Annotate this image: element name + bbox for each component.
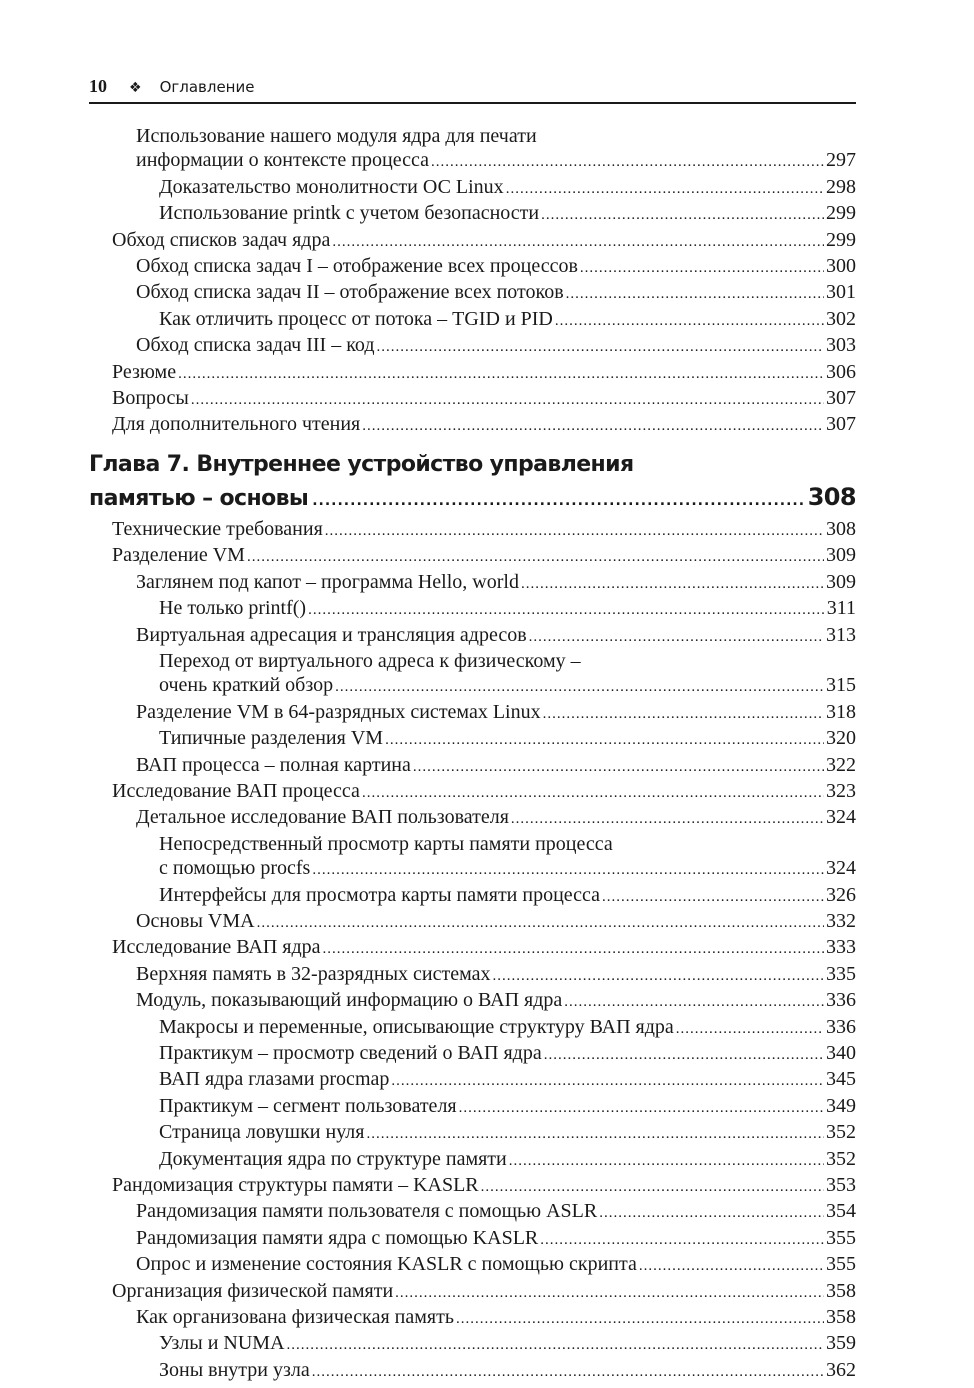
toc-entry[interactable]: [89, 1305, 856, 1331]
toc-entry[interactable]: [89, 962, 856, 988]
toc-entry[interactable]: [89, 570, 856, 596]
toc-page-number: 309: [826, 570, 856, 593]
toc-section-after: [89, 517, 856, 1384]
toc-page-number: 354: [826, 1200, 856, 1223]
dot-leader: [492, 964, 824, 988]
toc-entry-title: Макросы и переменные, описывающие структуру ВАП ядра: [159, 1015, 674, 1038]
toc-page-number: 324: [826, 806, 856, 829]
running-head-title: Оглавление: [159, 78, 255, 96]
dot-leader: [602, 885, 824, 909]
dot-leader: [287, 1333, 824, 1357]
toc-entry-title: Практикум – сегмент пользователя: [159, 1094, 457, 1117]
toc-entry[interactable]: [89, 779, 856, 805]
toc-entry-title: Как отличить процесс от потока – TGID и PID: [159, 307, 553, 330]
toc-entry-title: Рандомизация памяти пользователя с помощью ASLR: [136, 1200, 598, 1223]
toc-page-number: 303: [826, 334, 856, 357]
dot-leader: [362, 414, 824, 438]
dot-leader: [481, 1175, 824, 1199]
toc-entry[interactable]: [89, 280, 856, 306]
toc-page-number: 333: [826, 936, 856, 959]
toc-page-number: 323: [826, 779, 856, 802]
dot-leader: [564, 990, 824, 1014]
ornament-icon: ❖: [129, 80, 142, 96]
dot-leader: [367, 1122, 825, 1146]
toc-page-number: 298: [826, 175, 856, 198]
toc-entry[interactable]: [89, 228, 856, 254]
toc-entry-title: Рандомизация памяти ядра с помощью KASLR: [136, 1226, 539, 1249]
toc-page-number: 297: [826, 149, 856, 172]
dot-leader: [543, 702, 824, 726]
toc-entry[interactable]: [89, 700, 856, 726]
toc-entry-title: Модуль, показывающий информацию о ВАП ядра: [136, 989, 563, 1012]
toc-page-number: 352: [826, 1121, 856, 1144]
toc-page-number: 355: [826, 1253, 856, 1276]
toc-entry-title: очень краткий обзор: [159, 674, 334, 697]
toc-entry[interactable]: [89, 1279, 856, 1305]
dot-leader: [509, 1149, 824, 1173]
toc-entry[interactable]: [89, 360, 856, 386]
toc-page-number: 336: [826, 989, 856, 1012]
toc-entry[interactable]: [89, 1226, 856, 1252]
dot-leader: [566, 282, 824, 306]
toc-entry[interactable]: [89, 386, 856, 412]
chapter-heading-line2[interactable]: [89, 481, 856, 517]
toc-entry-title: Зоны внутри узла: [159, 1358, 310, 1381]
toc-entry[interactable]: [89, 1331, 856, 1357]
dot-leader: [323, 937, 824, 961]
chapter-title-line1: Глава 7. Внутреннее устройство управления: [89, 451, 634, 477]
toc-page-number: 340: [826, 1042, 856, 1064]
dot-leader: [191, 388, 824, 412]
toc-page-number: 311: [826, 597, 856, 620]
toc-page-number: 358: [826, 1306, 856, 1329]
toc-page-number: 301: [826, 281, 856, 304]
document-page: [89, 76, 856, 1384]
toc-section-before: [89, 124, 856, 439]
dot-leader: [540, 1228, 824, 1252]
toc-entry-title: Не только printf(): [159, 597, 307, 620]
dot-leader: [377, 335, 824, 359]
dot-leader: [521, 572, 824, 596]
toc-entry-title: Вопросы: [112, 387, 189, 410]
toc-page-number: 307: [826, 387, 856, 410]
toc-entry-title: Доказательство монолитности ОС Linux: [159, 175, 504, 198]
toc-entry[interactable]: [89, 673, 856, 699]
page-number: 10: [89, 76, 107, 96]
toc-page-number: 336: [826, 1015, 856, 1038]
dot-leader: [555, 309, 824, 333]
dot-leader: [544, 1043, 824, 1067]
toc-entry-title: Документация ядра по структуре памяти: [159, 1147, 507, 1170]
toc-entry[interactable]: [89, 805, 856, 831]
dot-leader: [247, 545, 824, 569]
toc-page-number: 355: [826, 1226, 856, 1249]
toc-page-number: 309: [826, 544, 856, 567]
toc-entry-title: Для дополнительного чтения: [112, 413, 361, 436]
toc-entry-title: Опрос и изменение состояния KASLR с помощью скрипта: [136, 1253, 637, 1276]
dot-leader: [385, 728, 824, 752]
toc-entry-title: Заглянем под капот – программа Hello, world: [136, 570, 519, 593]
toc-page-number: 358: [826, 1279, 856, 1302]
toc-entry[interactable]: [89, 1120, 856, 1146]
dot-leader: [599, 1201, 824, 1225]
dot-leader: [257, 911, 824, 935]
toc-page-number: 359: [826, 1332, 856, 1355]
toc-entry[interactable]: [89, 909, 856, 935]
chapter-heading[interactable]: [89, 449, 856, 481]
toc-entry-title: с помощью procfs: [159, 857, 311, 880]
toc-entry[interactable]: [89, 333, 856, 359]
dot-leader: [413, 755, 824, 779]
toc-entry-title: Страница ловушки нуля: [159, 1121, 365, 1144]
toc-page-number: 349: [826, 1094, 856, 1117]
toc-entry-title: Технические требования: [112, 517, 323, 540]
dot-leader: [395, 1281, 824, 1305]
toc-entry[interactable]: [89, 753, 856, 779]
toc-page-number: 307: [826, 413, 856, 436]
toc-entry-title: Основы VMA: [136, 909, 255, 932]
toc-page-number: 320: [826, 727, 856, 750]
toc-entry-line[interactable]: Переход от виртуального адреса к физическому –: [159, 649, 581, 672]
toc-entry-line[interactable]: Непосредственный просмотр карты памяти процесса: [159, 832, 613, 855]
toc-page-number: 353: [826, 1174, 856, 1197]
toc-page-number: 299: [826, 228, 856, 251]
toc-page-number: 308: [826, 517, 856, 540]
toc-page-number: 313: [826, 623, 856, 646]
toc-entry-title: Детальное исследование ВАП пользователя: [136, 806, 509, 829]
toc-entry[interactable]: [89, 883, 856, 909]
toc-entry-title: Типичные разделения VM: [159, 727, 384, 750]
dot-leader: [308, 598, 825, 622]
toc-entry[interactable]: [89, 1252, 856, 1278]
toc-entry-title: Резюме: [112, 360, 177, 383]
toc-entry[interactable]: [89, 1173, 856, 1199]
toc-page-number: 335: [826, 962, 856, 985]
toc-entry-title: Обход списков задач ядра: [112, 228, 331, 251]
dot-leader: [391, 1069, 824, 1093]
toc-entry-title: Исследование ВАП процесса: [112, 779, 360, 802]
toc-entry[interactable]: [89, 988, 856, 1014]
toc-entry-title: Организация физической памяти: [112, 1279, 394, 1302]
toc-page-number: 306: [826, 360, 856, 383]
toc-entry[interactable]: [89, 1067, 856, 1093]
toc-entry-title: Узлы и NUMA: [159, 1332, 285, 1355]
dot-leader: [506, 177, 824, 201]
dot-leader: [335, 675, 824, 699]
toc-entry[interactable]: [89, 1041, 856, 1067]
dot-leader: [431, 150, 824, 174]
dot-leader: [456, 1307, 824, 1331]
toc-entry-title: Виртуальная адресация и трансляция адресов: [136, 623, 527, 646]
toc-entry-title: Практикум – просмотр сведений о ВАП ядра: [159, 1042, 542, 1064]
toc-entry[interactable]: [89, 307, 856, 333]
toc-entry-title: Верхняя память в 32-разрядных системах: [136, 962, 491, 985]
toc-page-number: 302: [826, 307, 856, 330]
toc-entry[interactable]: [89, 1015, 856, 1041]
dot-leader: [639, 1254, 824, 1278]
toc-page-number: 362: [826, 1358, 856, 1381]
toc-entry-title: Исследование ВАП ядра: [112, 936, 321, 959]
toc-page-number: 352: [826, 1147, 856, 1170]
toc-entry[interactable]: [89, 201, 856, 227]
toc-entry[interactable]: [89, 726, 856, 752]
toc-page-number: 300: [826, 255, 856, 278]
toc-entry-title: Обход списка задач II – отображение всех потоков: [136, 281, 564, 304]
dot-leader: [332, 230, 824, 254]
dot-leader: [178, 362, 824, 386]
chapter-page-number: 308: [807, 482, 856, 511]
dot-leader: [362, 781, 824, 805]
toc-entry-title: Разделение VM в 64-разрядных системах Linux: [136, 700, 541, 723]
toc-entry-title: ВАП ядра глазами procmap: [159, 1068, 390, 1091]
toc-entry[interactable]: [89, 623, 856, 649]
toc-entry-title: информации о контексте процесса: [136, 149, 429, 172]
toc-entry[interactable]: [89, 175, 856, 201]
toc-page-number: 324: [826, 857, 856, 880]
toc-entry[interactable]: [89, 856, 856, 882]
toc-page-number: 322: [826, 753, 856, 776]
toc-entry-line[interactable]: Использование нашего модуля ядра для печати: [136, 125, 537, 147]
toc-entry[interactable]: [89, 148, 856, 174]
dot-leader: [529, 625, 824, 649]
dot-leader: [511, 807, 824, 831]
toc-entry[interactable]: [89, 1358, 856, 1384]
dot-leader: [312, 1360, 824, 1384]
dot-leader: [459, 1096, 824, 1120]
toc-page-number: 318: [826, 700, 856, 723]
dot-leader: [580, 256, 824, 280]
toc-entry[interactable]: [89, 517, 856, 543]
toc-entry-title: Как организована физическая память: [136, 1306, 454, 1329]
table-of-contents: [89, 124, 856, 1384]
dot-leader: [312, 485, 803, 517]
toc-page-number: 345: [826, 1068, 856, 1091]
toc-entry-title: Обход списка задач I – отображение всех процессов: [136, 255, 578, 278]
toc-entry[interactable]: [89, 254, 856, 280]
dot-leader: [312, 858, 824, 882]
toc-entry[interactable]: [89, 1147, 856, 1173]
toc-entry[interactable]: [89, 412, 856, 438]
toc-page-number: 299: [826, 202, 856, 225]
dot-leader: [325, 519, 824, 543]
dot-leader: [541, 203, 824, 227]
toc-page-number: 326: [826, 883, 856, 906]
toc-entry-title: Интерфейсы для просмотра карты памяти процесса: [159, 883, 601, 906]
toc-entry-title: ВАП процесса – полная картина: [136, 753, 411, 776]
toc-entry-title: Рандомизация структуры памяти – KASLR: [112, 1174, 479, 1197]
toc-entry-title: Обход списка задач III – код: [136, 334, 375, 357]
toc-entry[interactable]: [89, 543, 856, 569]
toc-entry-title: Использование printk с учетом безопасности: [159, 202, 540, 225]
dot-leader: [676, 1017, 824, 1041]
toc-entry-title: Разделение VM: [112, 544, 245, 567]
toc-entry[interactable]: [89, 1094, 856, 1120]
toc-page-number: 332: [826, 909, 856, 932]
toc-page-number: 315: [826, 674, 856, 697]
running-head: [89, 76, 856, 104]
toc-entry[interactable]: [89, 596, 856, 622]
toc-entry[interactable]: [89, 1199, 856, 1225]
chapter-title-line2: памятью – основы: [89, 485, 309, 511]
toc-entry[interactable]: [89, 935, 856, 961]
